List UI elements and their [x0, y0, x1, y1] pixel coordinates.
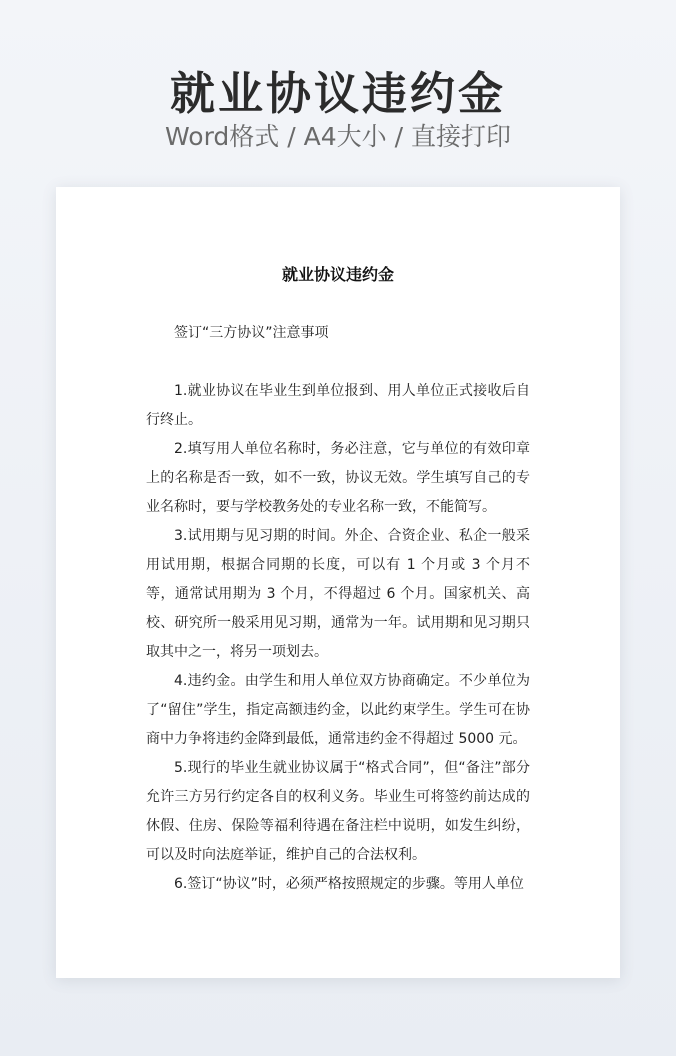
- document-heading: 签订“三方协议”注意事项: [174, 325, 329, 341]
- paragraph-5: 5.现行的毕业生就业协议属于“格式合同”，但“备注”部分允许三方另行约定各自的权利义务。毕业生可将签约前达成的休假、住房、保险等福利待遇在备注栏中说明，如发生纠纷，可以及时向法庭举证，维护自己的合法权利。: [146, 760, 530, 863]
- document-title: 就业协议违约金: [281, 265, 394, 284]
- document-body: [146, 377, 530, 899]
- paragraph-3: 3.试用期与见习期的时间。外企、合资企业、私企一般采用试用期，根据合同期的长度，可以有 1 个月或 3 个月不等，通常试用期为 3 个月，不得超过 6 个月。国家机关、高校、研究所一般采用见习期，通常为一年。试用期和见习期只取其中之一，将另一项划去。: [146, 528, 530, 660]
- document-page: [56, 187, 620, 978]
- paragraph-6: 6.签订“协议”时，必须严格按照规定的步骤。等用人单位: [174, 876, 524, 892]
- paragraph-2: 2.填写用人单位名称时，务必注意，它与单位的有效印章上的名称是否一致，如不一致，协议无效。学生填写自己的专业名称时，要与学校教务处的专业名称一致，不能简写。: [146, 441, 530, 515]
- paragraph-1: 1.就业协议在毕业生到单位报到、用人单位正式接收后自行终止。: [146, 383, 530, 428]
- page-subtitle: Word格式 / A4大小 / 直接打印: [165, 122, 511, 151]
- page-title: 就业协议违约金: [169, 67, 506, 120]
- paragraph-4: 4.违约金。由学生和用人单位双方协商确定。不少单位为了“留住”学生，指定高额违约金，以此约束学生。学生可在协商中力争将违约金降到最低，通常违约金不得超过 5000 元。: [146, 673, 530, 747]
